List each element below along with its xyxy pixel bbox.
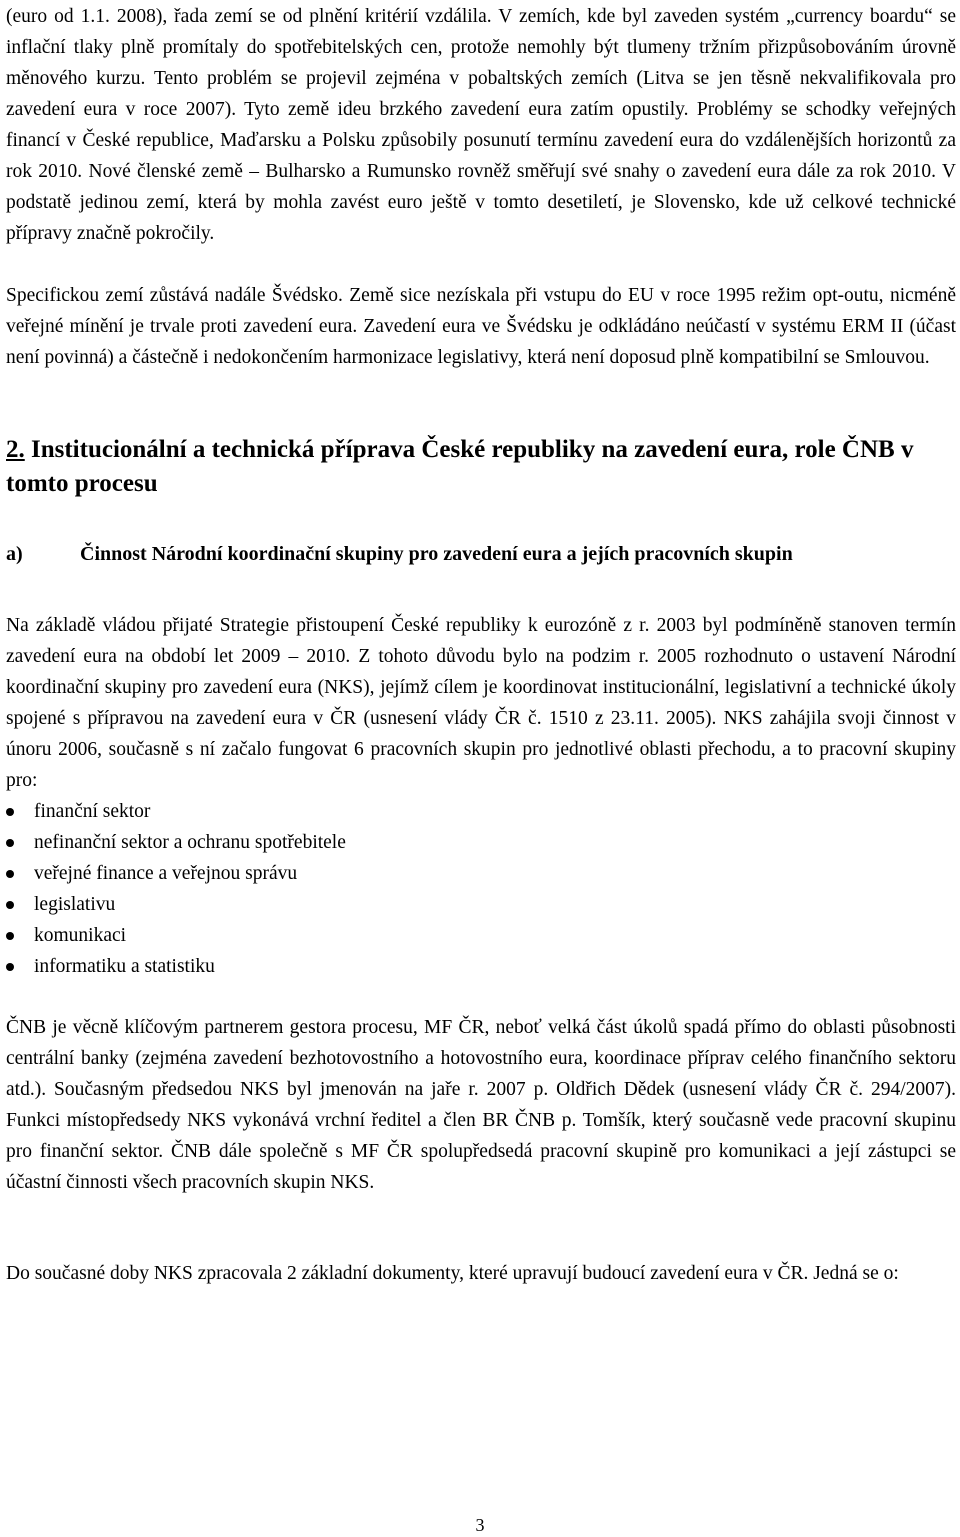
page-number: 3 <box>475 1515 485 1535</box>
document-page <box>6 0 956 1289</box>
subsection-heading <box>6 540 956 569</box>
working-groups-list <box>6 796 956 982</box>
list-item <box>6 889 956 920</box>
list-item <box>6 796 956 827</box>
bullet-icon <box>6 839 14 847</box>
paragraph-sweden: Specifickou zemí zůstává nadále Švédsko. Země sice nezískala při vstupu do EU v roce 1995 režim opt-outu, nicméně veřejné mínění je trvale proti zavedení eura. Zavedení eura ve Švédsku je odkládáno neúčastí v systému ERM II (účast není povinná) a částečně i nedokončením harmonizace legislativy, která není doposud plně kompatibilní se Smlouvou. <box>6 285 956 368</box>
list-item-text: nefinanční sektor a ochranu spotřebitele <box>34 832 346 853</box>
paragraph-cnb: ČNB je věcně klíčovým partnerem gestora procesu, MF ČR, neboť velká část úkolů spadá přímo do oblasti působnosti centrální banky (zejména zavedení bezhotovostního a hotovostního eura, koordinace příprav celého finančního sektoru atd.). Současným předsedou NKS byl jmenován na jaře r. 2007 p. Oldřich Dědek (usnesení vlády ČR č. 294/2007). Funkci místopředsedy NKS vykonává vrchní ředitel a člen BR ČNB p. Tomšík, který současně vede pracovní skupinu pro finanční sektor. ČNB dále společně s MF ČR spolupředsedá pracovní skupině pro komunikaci a její zástupci se účastní činnosti všech pracovních skupin NKS. <box>6 1017 956 1193</box>
list-item <box>6 920 956 951</box>
bullet-icon <box>6 932 14 940</box>
paragraph-documents: Do současné doby NKS zpracovala 2 základní dokumenty, které upravují budoucí zavedení eura v ČR. Jedná se o: <box>6 1263 899 1284</box>
list-item-text: komunikaci <box>34 925 127 946</box>
list-item-text: finanční sektor <box>34 801 151 822</box>
list-item <box>6 951 956 982</box>
list-item-text: legislativu <box>34 894 116 915</box>
paragraph-nks: Na základě vládou přijaté Strategie přistoupení České republiky k eurozóně z r. 2003 byl podmíněně stanoven termín zavedení eura na období let 2009 – 2010. Z tohoto důvodu bylo na podzim r. 2005 rozhodnuto o ustavení Národní koordinační skupiny pro zavedení eura (NKS), jejímž cílem je koordinovat institucionální, legislativní a technické úkoly spojené s přípravou na zavedení eura v ČR (usnesení vlády ČR č. 1510 z 23.11. 2005). NKS zahájila svoji činnost v únoru 2006, současně s ní začalo fungovat 6 pracovních skupin pro jednotlivé oblasti přechodu, a to pracovní skupiny pro: <box>6 615 956 791</box>
list-item-text: veřejné finance a veřejnou správu <box>34 863 298 884</box>
paragraph-intro: (euro od 1.1. 2008), řada zemí se od plnění kritérií vzdálila. V zemích, kde byl zaveden systém „currency boardu“ se inflační tlaky plně promítaly do spotřebitelských cen, protože nemohly být tlumeny tržním přizpůsobováním úrovně měnového kurzu. Tento problém se projevil zejména v pobaltských zemích (Litva se jen těsně nekvalifikovala pro zavedení eura v roce 2007). Tyto země ideu brzkého zavedení eura zatím opustily. Problémy se schodky veřejných financí v České republice, Maďarsku a Polsku způsobily posunutí termínu zavedení eura do vzdálenějších horizontů za rok 2010. Nové členské země – Bulharsko a Rumunsko rovněž směřují své snahy o zavedení eura dále za rok 2010. V podstatě jedinou zemí, která by mohla zavést euro ještě v tomto desetiletí, je Slovensko, kde už celkové technické přípravy značně pokročily. <box>6 6 956 244</box>
bullet-icon <box>6 963 14 971</box>
section-title: Institucionální a technická příprava České republiky na zavedení eura, role ČNB v tomto procesu <box>6 436 914 497</box>
subsection-label: a) <box>6 543 23 565</box>
list-item-text: informatiku a statistiku <box>34 956 215 977</box>
list-item <box>6 858 956 889</box>
section-number: 2. <box>6 436 25 463</box>
subsection-title: Činnost Národní koordinační skupiny pro zavedení eura a jejích pracovních skupin <box>80 543 793 565</box>
bullet-icon <box>6 870 14 878</box>
section-heading <box>6 433 956 501</box>
bullet-icon <box>6 808 14 816</box>
bullet-icon <box>6 901 14 909</box>
list-item <box>6 827 956 858</box>
